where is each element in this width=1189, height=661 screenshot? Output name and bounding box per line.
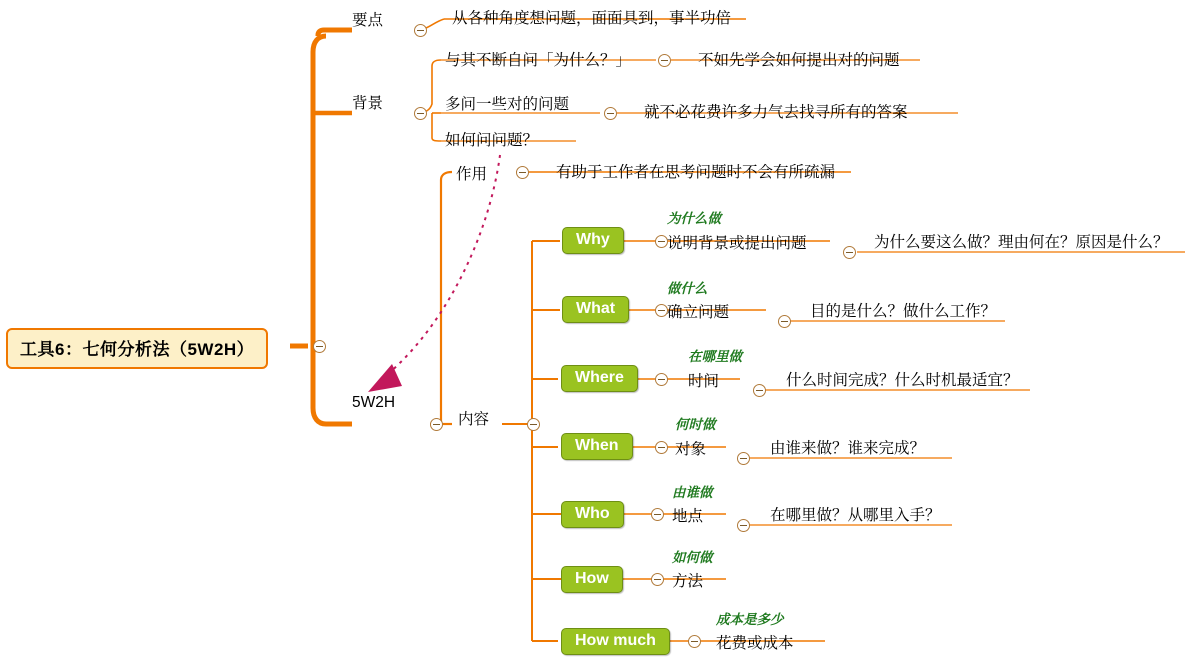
- background-item-2-toggle[interactable]: [604, 107, 617, 120]
- branch-background-label: 背景: [352, 95, 384, 112]
- question-when[interactable]: [770, 436, 925, 458]
- note-why: [667, 207, 721, 227]
- when-question-toggle[interactable]: [737, 452, 750, 465]
- node-what[interactable]: [562, 296, 629, 323]
- who-collapse-toggle[interactable]: [651, 508, 664, 521]
- effect-collapse-toggle[interactable]: [516, 166, 529, 179]
- effect-item-1[interactable]: [556, 160, 835, 182]
- root-collapse-toggle[interactable]: [313, 340, 326, 353]
- node-how-much[interactable]: [561, 628, 670, 655]
- where-collapse-toggle[interactable]: [655, 373, 668, 386]
- question-where[interactable]: [786, 368, 1019, 390]
- content-collapse-toggle[interactable]: [527, 418, 540, 431]
- detail-why[interactable]: [667, 231, 807, 253]
- background-item-1-sub-label: 不如先学会如何提出对的问题: [698, 52, 900, 69]
- branch-content-label: 内容: [458, 411, 490, 428]
- node-who[interactable]: [561, 501, 624, 528]
- node-who-label: Who: [575, 505, 610, 522]
- node-when[interactable]: [561, 433, 633, 460]
- detail-how-label: 方法: [672, 573, 704, 590]
- node-why-label: Why: [576, 231, 610, 248]
- node-how[interactable]: [561, 566, 623, 593]
- branch-effect-label: 作用: [456, 166, 488, 183]
- what-question-toggle[interactable]: [778, 315, 791, 328]
- key-points-item-1-label: 从各种角度想问题，面面具到，事半功倍: [452, 10, 732, 27]
- branch-content[interactable]: [458, 407, 489, 429]
- node-why[interactable]: [562, 227, 624, 254]
- note-how-label: 如何做: [672, 550, 713, 565]
- branch-key-points-label: 要点: [352, 12, 384, 29]
- note-what: [667, 277, 708, 297]
- why-question-toggle[interactable]: [843, 246, 856, 259]
- question-who[interactable]: [770, 503, 941, 525]
- question-what[interactable]: [810, 299, 996, 321]
- detail-why-label: 说明背景或提出问题: [667, 235, 807, 252]
- note-where-label: 在哪里做: [688, 349, 742, 364]
- branch-key-points[interactable]: [352, 8, 383, 30]
- node-how-label: How: [575, 570, 609, 587]
- detail-who[interactable]: [672, 504, 703, 526]
- note-how: [672, 546, 713, 566]
- detail-who-label: 地点: [672, 508, 704, 525]
- branch-effect[interactable]: [456, 162, 487, 184]
- background-item-3-label: 如何问问题？: [445, 132, 539, 149]
- node-where-label: Where: [575, 369, 624, 386]
- where-question-toggle[interactable]: [753, 384, 766, 397]
- detail-when[interactable]: [675, 437, 706, 459]
- node-what-label: What: [576, 300, 616, 317]
- detail-where[interactable]: [688, 369, 719, 391]
- background-collapse-toggle[interactable]: [414, 107, 427, 120]
- key-points-collapse-toggle[interactable]: [414, 24, 427, 37]
- question-who-label: 在哪里做？从哪里入手？: [770, 507, 941, 524]
- detail-what[interactable]: [667, 300, 729, 322]
- background-item-3[interactable]: [445, 128, 538, 150]
- background-item-1-toggle[interactable]: [658, 54, 671, 67]
- when-collapse-toggle[interactable]: [655, 441, 668, 454]
- background-item-2-sub[interactable]: [644, 100, 908, 122]
- detail-when-label: 对象: [675, 441, 707, 458]
- note-how-much-label: 成本是多少: [716, 612, 784, 627]
- background-item-1[interactable]: [445, 48, 631, 70]
- question-when-label: 由谁来做？谁来完成？: [770, 440, 926, 457]
- note-when-label: 何时做: [675, 417, 716, 432]
- branch-5w2h[interactable]: [352, 394, 395, 412]
- note-when: [675, 413, 716, 433]
- root-node[interactable]: [6, 328, 268, 369]
- question-where-label: 什么时间完成？什么时机最适宜？: [786, 372, 1019, 389]
- node-where[interactable]: [561, 365, 638, 392]
- branch-background[interactable]: [352, 91, 383, 113]
- key-points-item-1[interactable]: [452, 6, 731, 28]
- background-item-1-label: 与其不断自问「为什么？」: [445, 52, 632, 69]
- detail-what-label: 确立问题: [667, 304, 730, 321]
- effect-item-1-label: 有助于工作者在思考问题时不会有所疏漏: [556, 164, 836, 181]
- question-what-label: 目的是什么？做什么工作？: [810, 303, 997, 320]
- root-node-label: 工具6：七何分析法（5W2H）: [20, 340, 255, 359]
- note-how-much: [716, 608, 784, 628]
- background-item-2-sub-label: 就不必花费许多力气去找寻所有的答案: [644, 104, 908, 121]
- note-who-label: 由谁做: [672, 485, 713, 500]
- fivew2h-collapse-toggle[interactable]: [430, 418, 443, 431]
- how-collapse-toggle[interactable]: [651, 573, 664, 586]
- how-much-collapse-toggle[interactable]: [688, 635, 701, 648]
- background-item-1-sub[interactable]: [698, 48, 900, 70]
- who-question-toggle[interactable]: [737, 519, 750, 532]
- question-why-label: 为什么要这么做？理由何在？原因是什么？: [874, 234, 1169, 251]
- detail-how-much-label: 花费或成本: [716, 635, 794, 652]
- background-item-2-label: 多问一些对的问题: [445, 96, 570, 113]
- note-who: [672, 481, 713, 501]
- question-why[interactable]: [874, 230, 1169, 252]
- node-when-label: When: [575, 437, 619, 454]
- note-what-label: 做什么: [667, 281, 708, 296]
- detail-how-much[interactable]: [716, 631, 794, 653]
- detail-where-label: 时间: [688, 373, 720, 390]
- node-how-much-label: How much: [575, 632, 656, 649]
- note-where: [688, 345, 742, 365]
- detail-how[interactable]: [672, 569, 703, 591]
- note-why-label: 为什么做: [667, 211, 721, 226]
- background-item-2[interactable]: [445, 92, 569, 114]
- branch-5w2h-label: 5W2H: [352, 394, 396, 411]
